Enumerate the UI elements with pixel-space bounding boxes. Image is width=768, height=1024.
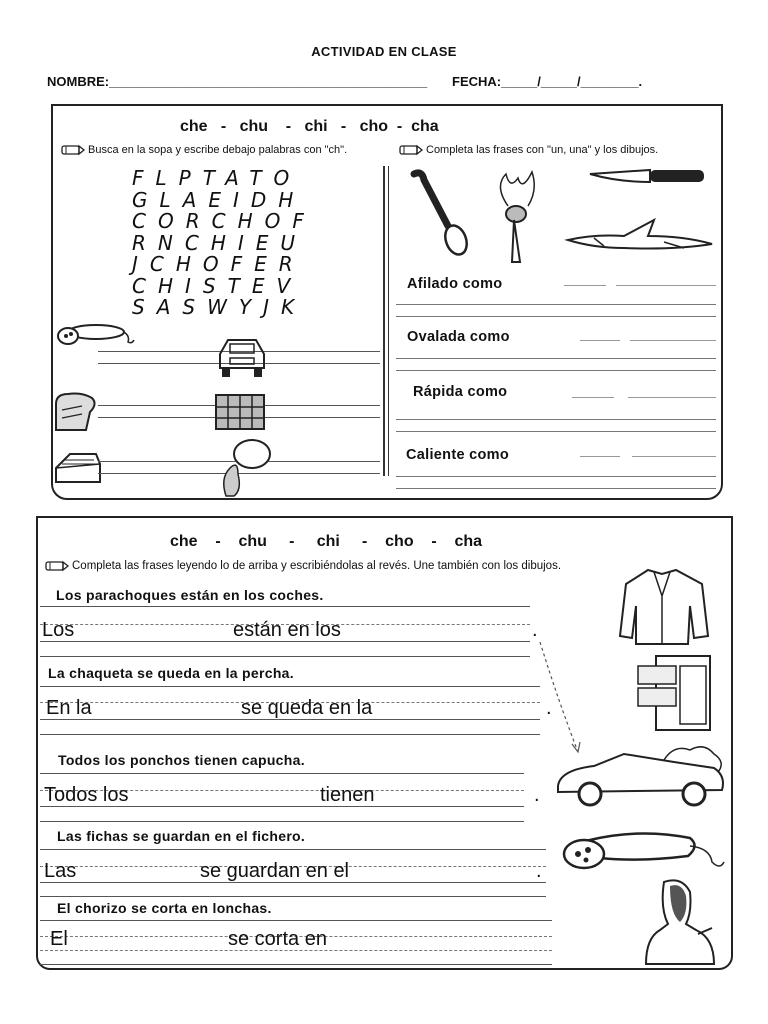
phrase-rapida: Rápida como (413, 384, 508, 400)
writing-line (40, 821, 524, 822)
fill-mid-5[interactable]: se corta en (228, 928, 327, 950)
writing-line (40, 964, 552, 965)
convertible-car-icon (554, 742, 730, 808)
shark-icon (564, 212, 716, 252)
grid-row: SASWYJK (132, 295, 307, 319)
house-icon (54, 452, 102, 484)
blank-un[interactable] (580, 456, 620, 457)
fill-start-5: El (50, 928, 68, 950)
writing-line (40, 606, 530, 607)
top-instruction-left (58, 144, 347, 156)
knife-icon (588, 166, 708, 188)
blank-un[interactable] (564, 285, 606, 286)
top-instruction-right (396, 144, 658, 156)
grid-row: RNCHIEU (132, 230, 308, 255)
word-search-grid[interactable] (132, 168, 316, 319)
phrase-caliente: Caliente como (406, 447, 510, 463)
answer-line[interactable] (396, 370, 716, 371)
writing-line (40, 950, 552, 951)
answer-line[interactable] (396, 476, 716, 477)
grid-row: GLAEIDH (132, 187, 306, 212)
phrase-ovalada: Ovalada como (407, 329, 510, 345)
bottom-syllables: che - chu - chi - cho - cha (170, 533, 483, 550)
writing-line (40, 920, 552, 921)
grid-row: FLPTATO (132, 166, 302, 190)
fill-end-2: . (546, 697, 552, 719)
sentence-4: Las fichas se guardan en el fichero. (57, 828, 306, 844)
filing-cabinet-icon (636, 654, 714, 734)
match-icon (488, 166, 554, 266)
blank-un[interactable] (572, 397, 614, 398)
grid-row: CHISTEV (132, 273, 303, 298)
name-blank[interactable]: ____________________________________________ (109, 74, 428, 89)
fill-mid-2[interactable]: se queda en la (241, 697, 373, 719)
column-divider (383, 166, 385, 476)
column-divider (388, 166, 389, 476)
fill-start-2: En la (46, 697, 92, 719)
chorizo-icon (54, 322, 134, 348)
bread-icon (52, 390, 98, 434)
answer-line[interactable] (396, 304, 716, 305)
speech-bubble-icon (216, 438, 274, 498)
pencil-icon (58, 144, 84, 156)
instruction-text: Completa las frases con "un, una" y los dibujos. (426, 144, 659, 156)
fill-mid-3[interactable]: tienen (320, 784, 375, 806)
sentence-3: Todos los ponchos tienen capucha. (58, 752, 305, 768)
pencil-icon (42, 560, 68, 572)
answer-line[interactable] (396, 316, 716, 317)
page-title: ACTIVIDAD EN CLASE (311, 44, 457, 59)
blank-un[interactable] (580, 340, 620, 341)
writing-line (40, 896, 546, 897)
blank-drawing[interactable] (616, 285, 716, 286)
bottom-instruction (42, 560, 561, 572)
chocolate-icon (212, 391, 268, 433)
instruction-text: Completa las frases leyendo lo de arriba y escribiéndolas al revés. Une también con los dibujos. (72, 560, 562, 572)
writing-line (40, 656, 530, 657)
blank-drawing[interactable] (628, 397, 716, 398)
sentence-5: El chorizo se corta en lonchas. (57, 900, 272, 916)
fill-end-1: . (532, 619, 538, 641)
instruction-text: Busca en la sopa y escribe debajo palabras con "ch". (88, 144, 348, 156)
car-icon (214, 334, 270, 380)
jacket-icon (618, 566, 710, 648)
grid-row: JCHOFER (132, 252, 305, 276)
date-label: FECHA: (452, 74, 502, 89)
name-label: NOMBRE: (47, 74, 110, 89)
answer-line[interactable] (396, 358, 716, 359)
answer-line[interactable] (396, 488, 716, 489)
writing-line (40, 773, 524, 774)
pencil-icon (396, 144, 422, 156)
date-blank[interactable]: _____/_____/________. (501, 74, 643, 89)
fill-start-1: Los (42, 619, 75, 641)
poncho-person-icon (642, 878, 718, 966)
answer-line[interactable] (396, 419, 716, 420)
fill-mid-4[interactable]: se guardan en el (200, 860, 350, 882)
phrase-afilado: Afilado como (407, 276, 503, 292)
spoon-icon (408, 168, 472, 258)
sentence-1: Los parachoques están en los coches. (56, 587, 324, 603)
writing-line (40, 719, 540, 720)
writing-line (40, 806, 524, 807)
fill-end-4: . (536, 860, 542, 882)
writing-line (40, 849, 546, 850)
fill-start-4: Las (44, 860, 77, 882)
fill-start-3: Todos los (44, 784, 129, 806)
blank-drawing[interactable] (630, 340, 716, 341)
writing-line (40, 882, 546, 883)
name-row (47, 74, 427, 89)
answer-line[interactable] (396, 431, 716, 432)
grid-row: CORCHOF (132, 209, 316, 233)
fill-mid-1[interactable]: están en los (233, 619, 341, 641)
chorizo-slices-icon (560, 826, 730, 878)
sentence-2: La chaqueta se queda en la percha. (48, 665, 294, 681)
date-row (452, 74, 642, 89)
fill-end-3: . (534, 784, 540, 806)
top-syllables: che - chu - chi - cho - cha (180, 118, 439, 135)
blank-drawing[interactable] (632, 456, 716, 457)
writing-line (40, 686, 540, 687)
writing-line (40, 734, 540, 735)
writing-line (40, 641, 530, 642)
